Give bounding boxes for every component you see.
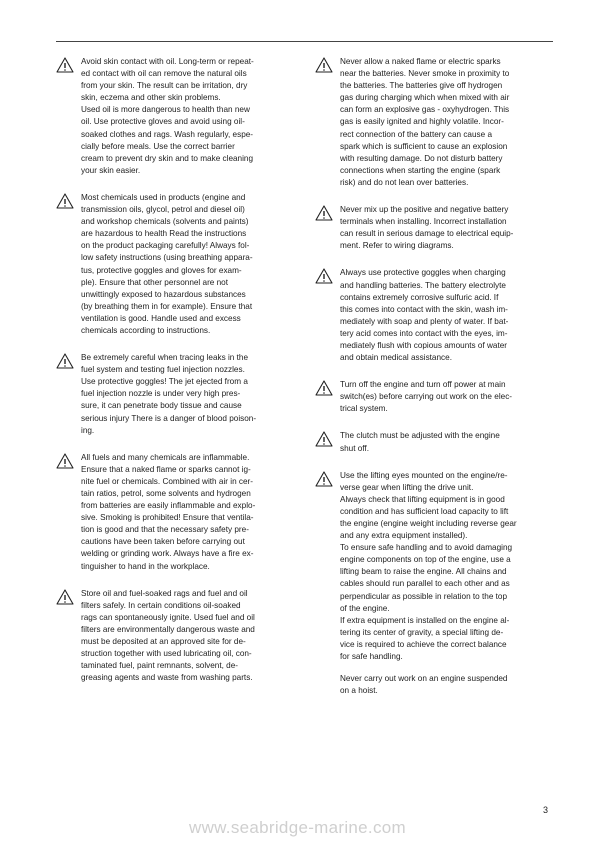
warning-triangle-icon	[315, 57, 333, 73]
warning-triangle-icon	[315, 380, 333, 396]
warning-item	[56, 352, 294, 437]
warning-text: Store oil and fuel-soaked rags and fuel and oil filters safely. In certain conditions oil-soaked rags can spontaneously ignite. Used fuel and oil filters are environmentally dangerous waste and must be deposited at an approved site for de- struction together with used lubricating oil, con- taminated fuel, paint remnants, solvent, de- greasing agents and waste from washing parts.	[81, 588, 255, 683]
warning-triangle-icon	[315, 205, 333, 221]
warning-triangle-icon	[315, 268, 333, 284]
warning-triangle-icon	[56, 589, 74, 605]
warning-text: Always use protective goggles when charging and handling batteries. The battery electrolyte contains extremely corrosive sulfuric acid. If this comes into contact with the skin, wash im- mediately with soap and plenty of water. If bat- tery acid comes into contact with the eyes, im- mediately flush with copious amounts of water and obtain medical assistance.	[340, 268, 509, 363]
warning-item	[56, 588, 294, 685]
note-text: Never carry out work on an engine suspended on a hoist.	[340, 674, 508, 696]
warning-item	[315, 430, 553, 454]
right-column	[315, 56, 553, 712]
warning-item	[56, 56, 294, 177]
warning-triangle-icon	[56, 453, 74, 469]
warning-text: Never allow a naked flame or electric sparks near the batteries. Never smoke in proximity to the batteries. The batteries give off hydrogen gas during charging which when mixed with air can form an explosive gas - oxyhydrogen. This gas is easily ignited and highly volatile. Incor- rect connection of the battery can cause a spark which is sufficient to cause an explosion with resulting damage. Do not disturb battery connections when starting the engine (spark risk) and do not lean over batteries.	[340, 57, 510, 187]
warning-text: Turn off the engine and turn off power at main switch(es) before carrying out work on the elec- trical system.	[340, 380, 513, 414]
warning-item	[315, 379, 553, 415]
warning-triangle-icon	[56, 57, 74, 73]
watermark: www.seabridge-marine.com	[189, 818, 406, 837]
page-number: 3	[543, 805, 549, 815]
warning-item	[315, 204, 553, 252]
warning-text: The clutch must be adjusted with the engine shut off.	[340, 431, 500, 453]
warning-triangle-icon	[56, 193, 74, 209]
warning-triangle-icon	[56, 353, 74, 369]
left-column	[56, 56, 294, 699]
warning-text: Use the lifting eyes mounted on the engine/re- verse gear when lifting the drive unit. Always check that lifting equipment is in good condition and has sufficient load capacity to lift the engine (engine weight including reverse gear and any extra equipment installed). To ensure safe handling and to avoid damaging engine components on top of the engine, use a lifting beam to raise the engine. All chains and cables should run parallel to each other and as perpendicular as possible in relation to the top of the engine. If extra equipment is installed on the engine al- tering its center of gravity, a special lifting de- vice is required to achieve the correct balance for safe handling.	[340, 470, 517, 662]
header-rule	[56, 41, 553, 42]
warning-triangle-icon	[315, 431, 333, 447]
note-item	[315, 673, 553, 697]
warning-item	[315, 56, 553, 189]
warning-text: Be extremely careful when tracing leaks in the fuel system and testing fuel injection nozzles. Use protective goggles! The jet ejected from a fuel injection nozzle is under very high pres- sure, it can penetrate body tissue and cause serious injury There is a danger of blood poison- ing.	[81, 353, 257, 435]
warning-item	[56, 192, 294, 337]
warning-triangle-icon	[315, 471, 333, 487]
warning-text: All fuels and many chemicals are inflammable. Ensure that a naked flame or sparks cannot ig- nite fuel or chemicals. Combined with air in cer- tain ratios, petrol, some solvents and hydrogen from batteries are easily inflammable and explo- sive. Smoking is prohibited! Ensure that ventila- tion is good and that the necessary safety pre- cautions have been taken before carrying out welding or grinding work. Always have a fire ex- tinguisher to hand in the workplace.	[81, 452, 256, 571]
warning-text: Most chemicals used in products (engine and transmission oils, glycol, petrol and diesel oil) and workshop chemicals (solvents and paints) are hazardous to health Read the instructions on the product packaging carefully! Always fol- low safety instructions (using breathing appara- tus, protective goggles and gloves for exam- ple). Ensure that other personnel are not unwittingly exposed to hazardous substances (by breathing them in for example). Ensure that ventilation is good. Handle used and excess chemicals according to instructions.	[81, 192, 253, 335]
warning-item	[315, 267, 553, 364]
warning-item	[56, 452, 294, 573]
warning-item	[315, 470, 553, 664]
warning-text: Never mix up the positive and negative battery terminals when installing. Incorrect installation can result in serious damage to electrical equip- ment. Refer to wiring diagrams.	[340, 205, 514, 251]
warning-text: Avoid skin contact with oil. Long-term or repeat- ed contact with oil can remove the natural oils from your skin. The result can be irritation, dry skin, eczema and other skin problems. Used oil is more dangerous to health than new oil. Use protective gloves and avoid using oil- soaked clothes and rags. Wash regularly, espe- cially before meals. Use the correct barrier cream to prevent dry skin and to make cleaning your skin easier.	[81, 57, 254, 175]
